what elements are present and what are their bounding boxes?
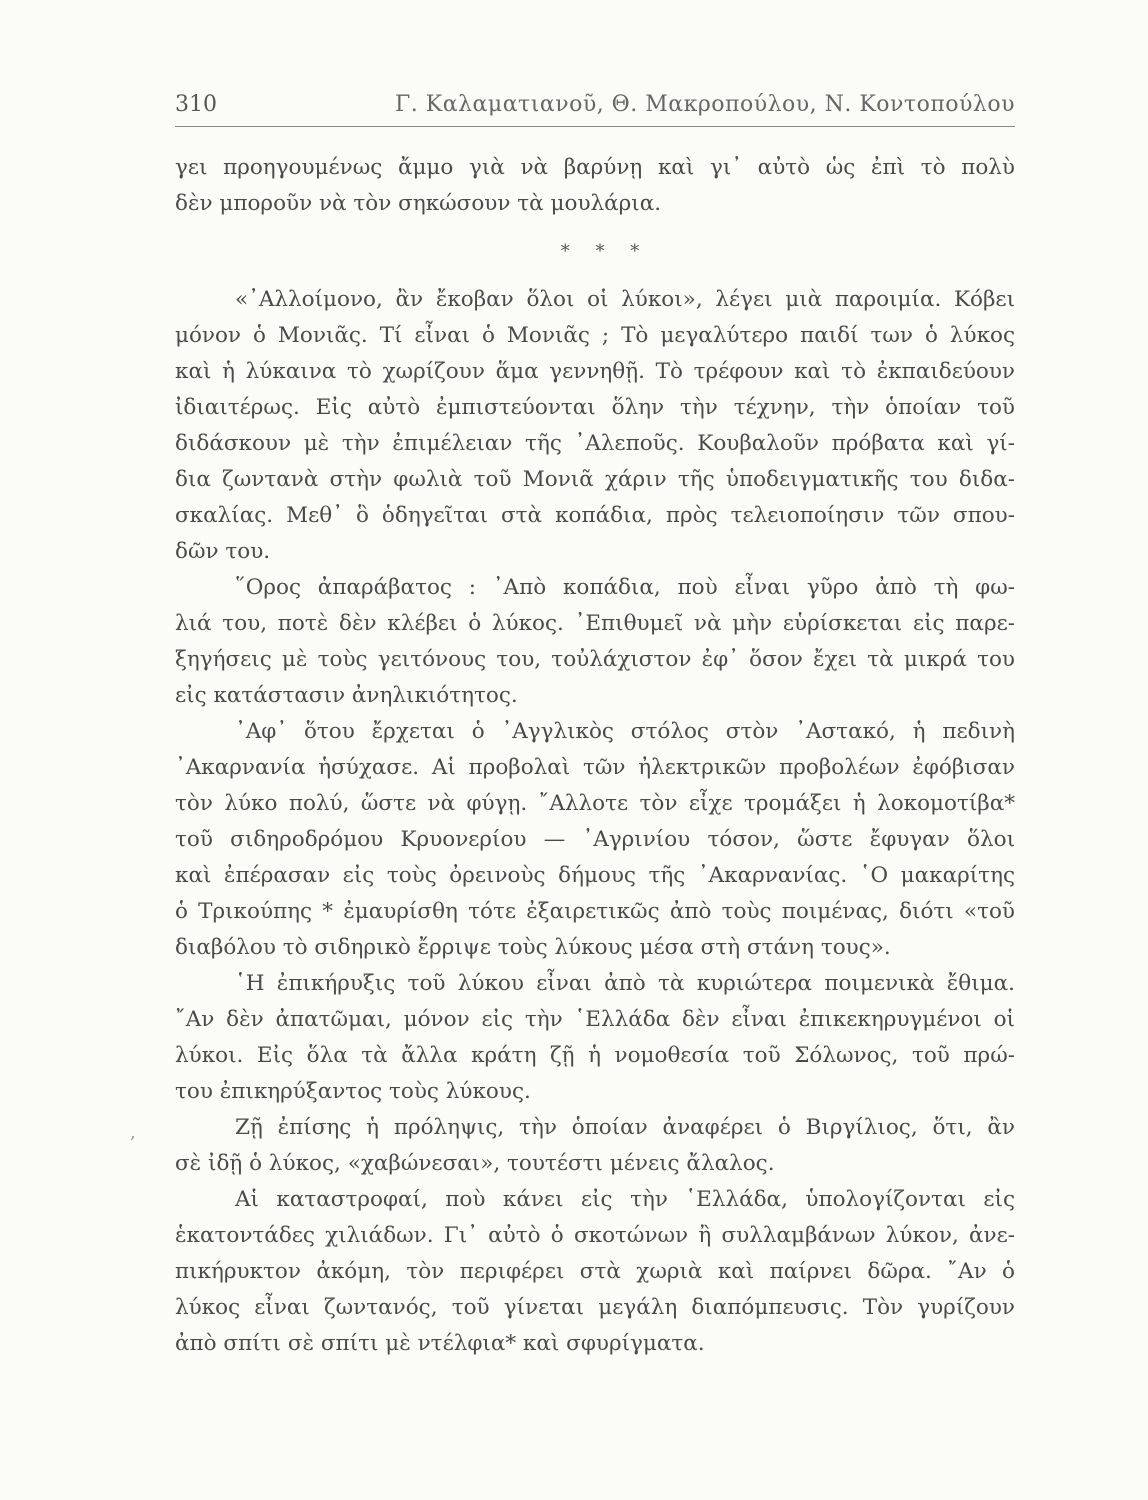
text-line: ᾽Ακαρνανία ἡσύχασε. Αἱ προβολαὶ τῶν ἠλεκτρικῶν προβολέων ἐφόβισαν xyxy=(175,755,1015,780)
text-line: εἰς κατάστασιν ἀνηλικιότητος. xyxy=(175,683,518,708)
text-line: σκαλίας. Μεθ᾽ ὃ ὁδηγεῖται στὰ κοπάδια, πρὸς τελειοποίησιν τῶν σπου- xyxy=(175,503,1015,528)
section-break: * * * xyxy=(560,241,650,262)
text-line: «᾽Αλλοίμονο, ἂν ἔκοβαν ὅλοι οἱ λύκοι», λέγει μιὰ παροιμία. Κόβει xyxy=(235,287,1015,312)
text-line: λύκος εἶναι ζωντανός, τοῦ γίνεται μεγάλη διαπόμπευσις. Τὸν γυρίζουν xyxy=(175,1295,1015,1320)
text-line: Ζῇ ἐπίσης ἡ πρόληψις, τὴν ὁποίαν ἀναφέρει ὁ Βιργίλιος, ὅτι, ἂν xyxy=(235,1115,1015,1140)
text-line: ῾Η ἐπικήρυξις τοῦ λύκου εἶναι ἀπὸ τὰ κυριώτερα ποιμενικὰ ἔθιμα. xyxy=(235,971,1015,996)
text-line: λύκοι. Εἰς ὅλα τὰ ἄλλα κράτη ζῇ ἡ νομοθεσία τοῦ Σόλωνος, τοῦ πρώ- xyxy=(175,1043,1015,1068)
text-line: δὲν μποροῦν νὰ τὸν σηκώσουν τὰ μουλάρια. xyxy=(175,191,662,216)
paragraph xyxy=(175,1182,1015,1362)
paragraph xyxy=(175,150,1015,222)
text-line: Αἱ καταστροφαί, ποὺ κάνει εἰς τὴν ῾Ελλάδα, ὑπολογίζονται εἰς xyxy=(235,1187,1015,1212)
text-line: ἀπὸ σπίτι σὲ σπίτι μὲ ντέλφια* καὶ σφυρίγματα. xyxy=(175,1331,705,1356)
page-number: 310 xyxy=(175,92,217,117)
text-line: διδάσκουν μὲ τὴν ἐπιμέλειαν τῆς ᾽Αλεποῦς. Κουβαλοῦν πρόβατα καὶ γί- xyxy=(175,431,1015,456)
text-line: καὶ ἡ λύκαινα τὸ χωρίζουν ἅμα γεννηθῇ. Τὸ τρέφουν καὶ τὸ ἐκπαιδεύουν xyxy=(175,359,1015,384)
text-line: τὸν λύκο πολύ, ὥστε νὰ φύγῃ. ῎Αλλοτε τὸν εἶχε τρομάξει ἡ λοκομοτίβα* xyxy=(175,791,1015,816)
text-line: ὁ Τρικούπης * ἐμαυρίσθη τότε ἐξαιρετικῶς ἀπὸ τοὺς ποιμένας, διότι «τοῦ xyxy=(175,899,1015,924)
text-line: μόνον ὁ Μονιᾶς. Τί εἶναι ὁ Μονιᾶς ; Τὸ μεγαλύτερο παιδί των ὁ λύκος xyxy=(175,323,1015,348)
text-line: πικήρυκτον ἀκόμη, τὸν περιφέρει στὰ χωριὰ καὶ παίρνει δῶρα. ῎Αν ὁ xyxy=(175,1259,1015,1284)
paragraph xyxy=(175,966,1015,1110)
text-line: δῶν του. xyxy=(175,539,271,564)
text-line: ξηγήσεις μὲ τοὺς γειτόνους του, τοὐλάχιστον ἐφ᾽ ὅσον ἔχει τὰ μικρά του xyxy=(175,647,1015,672)
running-title: Γ. Καλαματιανοῦ, Θ. Μακροπούλου, Ν. Κοντοπούλου xyxy=(395,92,1015,117)
text-line: τοῦ σιδηροδρόμου Κρυονερίου — ᾽Αγρινίου τόσον, ὥστε ἔφυγαν ὅλοι xyxy=(175,827,1015,852)
text-line: ἰδιαιτέρως. Εἰς αὐτὸ ἐμπιστεύονται ὅλην τὴν τέχνην, τὴν ὁποίαν τοῦ xyxy=(175,395,1015,420)
paragraph xyxy=(175,570,1015,714)
paragraph xyxy=(175,282,1015,570)
text-line: ᾽Αφ᾽ ὅτου ἔρχεται ὁ ᾽Αγγλικὸς στόλος στὸν ᾽Αστακό, ἡ πεδινὴ xyxy=(235,719,1015,744)
margin-mark: , xyxy=(130,1122,136,1143)
text-line: ῎Αν δὲν ἀπατῶμαι, μόνον εἰς τὴν ῾Ελλάδα δὲν εἶναι ἐπικεκηρυγμένοι οἱ xyxy=(175,1007,1015,1032)
page-header xyxy=(175,92,1015,127)
paragraph xyxy=(175,714,1015,966)
body-text xyxy=(175,150,1015,1362)
text-line: λιά του, ποτὲ δὲν κλέβει ὁ λύκος. ᾽Επιθυμεῖ νὰ μὴν εὑρίσκεται εἰς παρε- xyxy=(175,611,1015,636)
text-line: διαβόλου τὸ σιδηρικὸ ἔρριψε τοὺς λύκους μέσα στὴ στάνη τους». xyxy=(175,935,891,960)
text-line: γει προηγουμένως ἄμμο γιὰ νὰ βαρύνῃ καὶ γι᾽ αὐτὸ ὡς ἐπὶ τὸ πολὺ xyxy=(175,155,1015,180)
text-line: του ἐπικηρύξαντος τοὺς λύκους. xyxy=(175,1079,531,1104)
text-line: ἑκατοντάδες χιλιάδων. Γι᾽ αὐτὸ ὁ σκοτώνων ἢ συλλαμβάνων λύκον, ἀνε- xyxy=(175,1223,1015,1248)
text-line: ῞Ορος ἀπαράβατος : ᾽Απὸ κοπάδια, ποὺ εἶναι γῦρο ἀπὸ τὴ φω- xyxy=(235,575,1015,600)
text-line: καὶ ἐπέρασαν εἰς τοὺς ὀρεινοὺς δήμους τῆς ᾽Ακαρνανίας. ῾Ο μακαρίτης xyxy=(175,863,1015,888)
text-line: δια ζωντανὰ στὴν φωλιὰ τοῦ Μονιᾶ χάριν τῆς ὑποδειγματικῆς του διδα- xyxy=(175,467,1015,492)
text-line: σὲ ἰδῇ ὁ λύκος, «χαβώνεσαι», τουτέστι μένεις ἄλαλος. xyxy=(175,1151,775,1176)
paragraph xyxy=(175,1110,1015,1182)
